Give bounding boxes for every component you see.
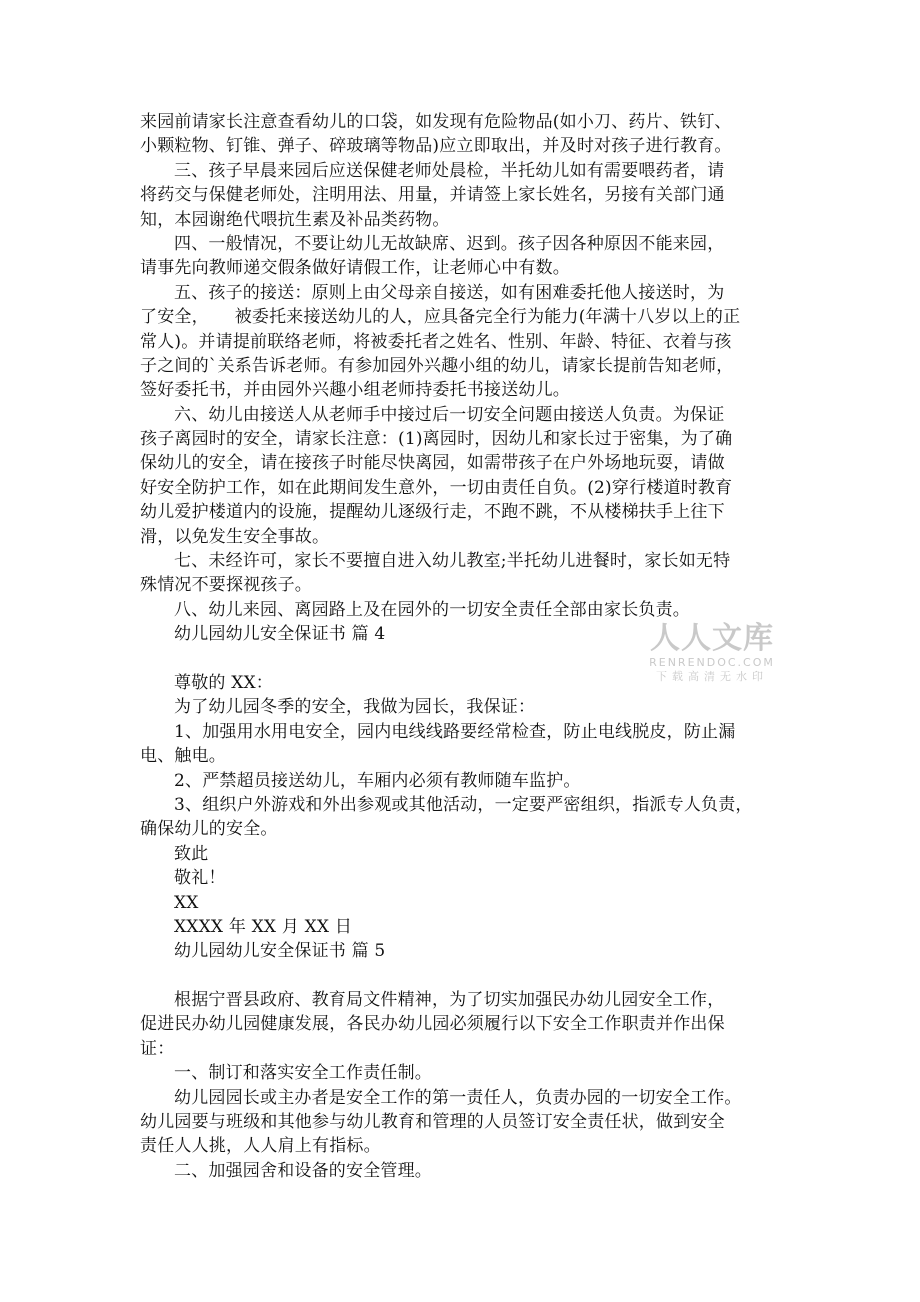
text-line: 常人)。并请提前联络老师，将被委托者之姓名、性别、年龄、特征、衣着与孩 <box>140 331 732 352</box>
text-line: 殊情况不要探视孩子。 <box>140 575 312 596</box>
closing: 敬礼！ <box>174 868 226 889</box>
watermark-url: RENRENDOC.COM <box>649 656 775 669</box>
text-line: 滑，以免发生安全事故。 <box>140 526 330 547</box>
text-line: 三、孩子早晨来园后应送保健老师处晨检，半托幼儿如有需要喂药者，请 <box>174 160 725 181</box>
salutation: 尊敬的 XX： <box>174 672 274 693</box>
text-line: 责任人人挑，人人肩上有指标。 <box>140 1136 381 1157</box>
text-line: 签好委托书，并由园外兴趣小组老师持委托书接送幼儿。 <box>140 380 570 401</box>
watermark-title: 人人文库 <box>650 621 774 656</box>
blank-line <box>140 964 800 988</box>
text-line: 幼儿爱护楼道内的设施，提醒幼儿逐级行走，不跑不跳，不从楼梯扶手上往下 <box>140 502 725 523</box>
text-line: 二、加强园舍和设备的安全管理。 <box>174 1160 432 1181</box>
text-line: 子之间的`关系告诉老师。有参加园外兴趣小组的幼儿，请家长提前告知老师， <box>140 355 734 376</box>
text-line: 幼儿园园长或主办者是安全工作的第一责任人，负责办园的一切安全工作。 <box>174 1087 742 1108</box>
text-line: 了安全， 被委托来接送幼儿的人，应具备完全行为能力(年满十八岁以上的正 <box>140 307 741 328</box>
text-line: 证： <box>140 1038 175 1059</box>
text-line: 确保幼儿的安全。 <box>140 819 278 840</box>
text-line: 保幼儿的安全，请在接孩子时能尽快离园，如需带孩子在户外场地玩耍，请做 <box>140 453 725 474</box>
text-line: 来园前请家长注意查看幼儿的口袋，如发现有危险物品(如小刀、药片、铁钉、 <box>140 112 732 132</box>
text-line: 促进民办幼儿园健康发展，各民办幼儿园必须履行以下安全工作职责并作出保 <box>140 1014 725 1035</box>
text-line: 孩子离园时的安全，请家长注意：(1)离园时，因幼儿和家长过于密集，为了确 <box>140 429 733 450</box>
text-line: 七、未经许可，家长不要擅自进入幼儿教室;半托幼儿进餐时，家长如无特 <box>174 551 731 572</box>
text-line: 知，本园谢绝代喂抗生素及补品类药物。 <box>140 209 450 230</box>
text-line: 好安全防护工作，如在此期间发生意外，一切由责任自负。(2)穿行楼道时教育 <box>140 477 733 498</box>
text-line: 3、组织户外游戏和外出参观或其他活动，一定要严密组织，指派专人负责， <box>174 794 753 815</box>
watermark-subtitle: 下载高清无水印 <box>656 670 768 683</box>
text-line: 电、触电。 <box>140 746 226 767</box>
text-line: 根据宁晋县政府、教育局文件精神，为了切实加强民办幼儿园安全工作， <box>174 990 725 1011</box>
text-line: 2、严禁超员接送幼儿，车厢内必须有教师随车监护。 <box>174 770 581 791</box>
text-line: 五、孩子的接送：原则上由父母亲自接送，如有困难委托他人接送时，为 <box>174 282 725 303</box>
text-line: 将药交与保健老师处，注明用法、用量，并请签上家长姓名，另接有关部门通 <box>140 185 725 206</box>
text-line: 幼儿园要与班级和其他参与幼儿教育和管理的人员签订安全责任状，做到安全 <box>140 1112 725 1133</box>
watermark-logo <box>642 622 782 684</box>
text-line: 四、一般情况，不要让幼儿无故缺席、迟到。孩子因各种原因不能来园， <box>174 233 725 254</box>
section-heading: 幼儿园幼儿安全保证书 篇 4 <box>174 624 386 645</box>
text-line: 请事先向教师递交假条做好请假工作，让老师心中有数。 <box>140 258 570 279</box>
text-line: 一、制订和落实安全工作责任制。 <box>174 1063 432 1084</box>
text-line: 1、加强用水用电安全，园内电线线路要经常检查，防止电线脱皮，防止漏 <box>174 721 736 742</box>
text-line: 八、幼儿来园、离园路上及在园外的一切安全责任全部由家长负责。 <box>174 599 690 620</box>
date: XXXX 年 XX 月 XX 日 <box>174 916 353 937</box>
text-line: 为了幼儿园冬季的安全，我做为园长，我保证： <box>174 697 536 718</box>
closing: 致此 <box>174 843 209 864</box>
section-heading: 幼儿园幼儿安全保证书 篇 5 <box>174 941 386 962</box>
text-line: 小颗粒物、钉锥、弹子、碎玻璃等物品)应立即取出，并及时对孩子进行教育。 <box>140 136 732 157</box>
text-line: 六、幼儿由接送人从老师手中接过后一切安全问题由接送人负责。为保证 <box>174 404 725 425</box>
signer: XX <box>174 892 199 913</box>
